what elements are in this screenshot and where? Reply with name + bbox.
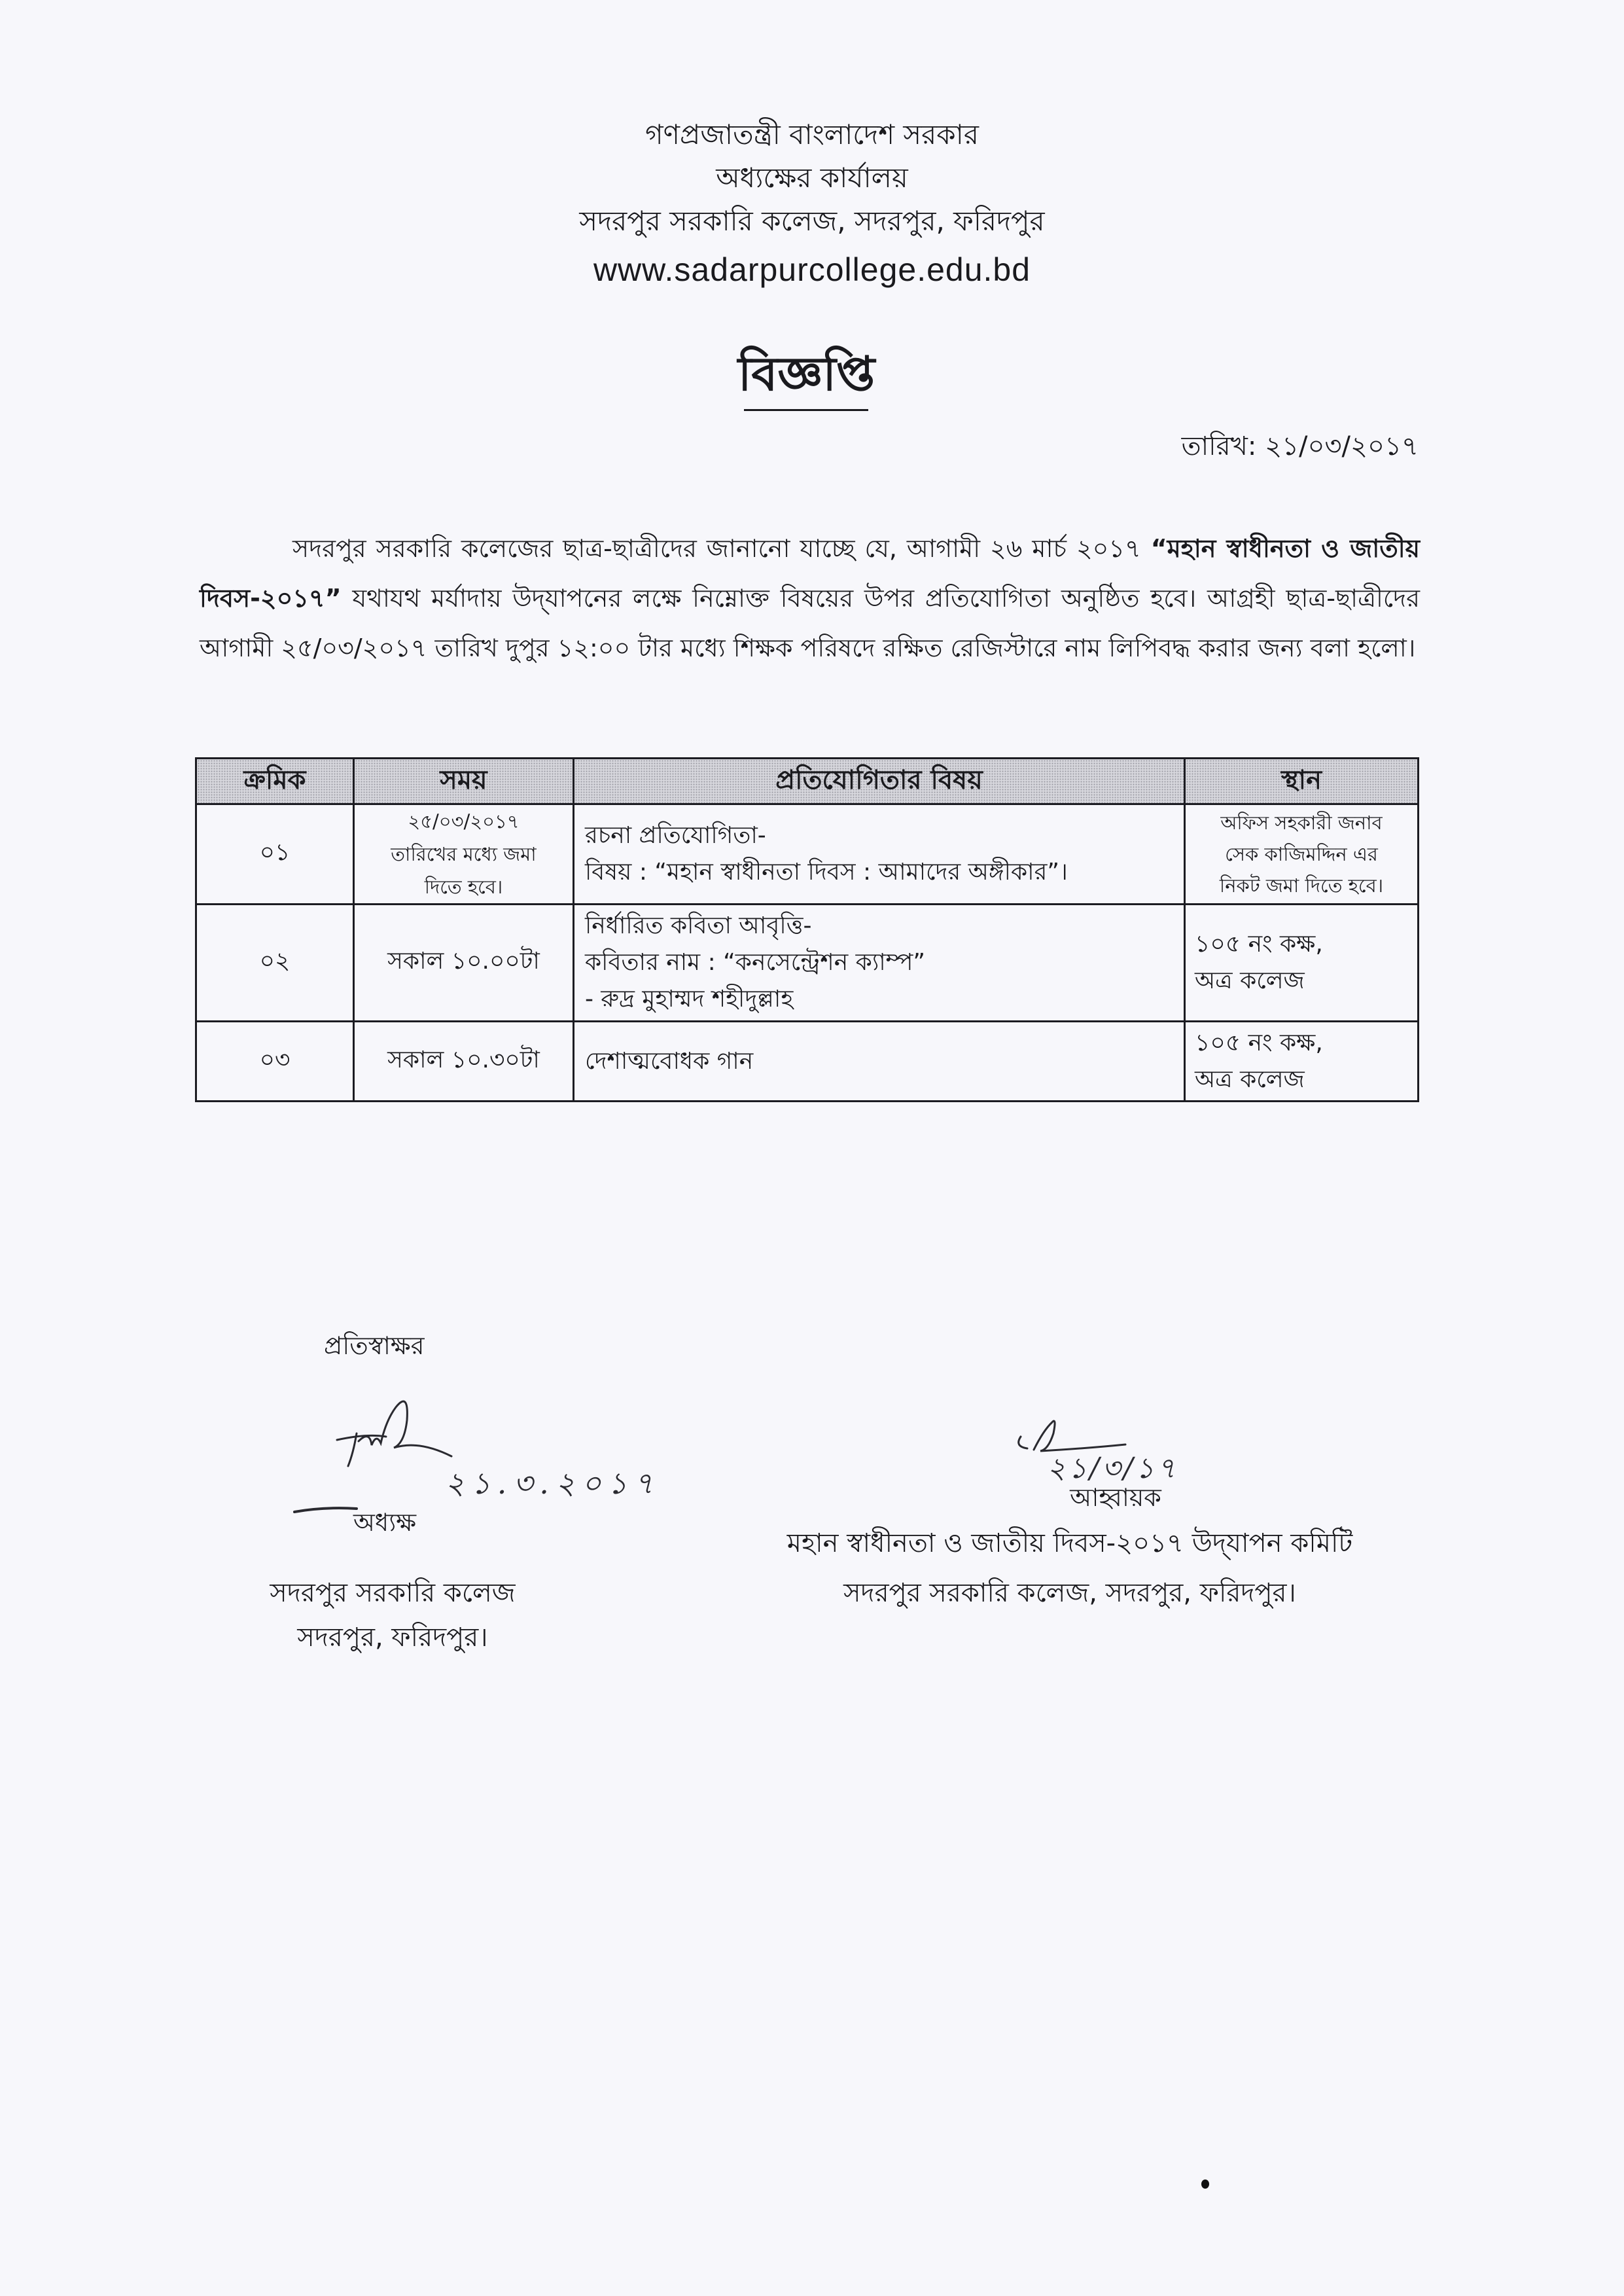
cell-topic-line: রচনা প্রতিযোগিতা- [585,822,766,849]
signature-stroke [337,1401,451,1466]
principal-handwritten-date: ২১.৩.২০১৭ [445,1465,660,1501]
cell-venue [1185,905,1419,1022]
cell-time [354,905,574,1022]
body-event-name: “মহান স্বাধীনতা ও জাতীয় দিবস-২০১৭” [200,534,1420,613]
notice-title: বিজ্ঞপ্তি [737,346,875,401]
cell-venue [1185,804,1419,905]
cell-venue-line: নিকট জমা দিতে হবে। [1219,874,1384,897]
cell-time-line: সকাল ১০.০০টা [387,948,540,975]
table-row [196,905,1419,1022]
title-underline [744,409,868,411]
body-text-part2: যথাযথ মর্যাদায় উদ্‌যাপনের লক্ষে নিম্নোক্ত বিষয়ের উপর প্রতিযোগিতা অনুষ্ঠিত হবে। আগ্রহী ছাত্র-ছাত্রীদের আগামী ২৫/০৩/২০১৭ তারিখ দুপুর ১২:০০ টার মধ্যে শিক্ষক পরিষদে রক্ষিত রেজিস্টারে নাম লিপিবদ্ধ করার জন্য বলা হলো। [200,584,1420,662]
cell-time-line: সকাল ১০.৩০টা [387,1046,540,1073]
cell-topic-line: বিষয় : “মহান স্বাধীনতা দিবস : আমাদের অঙ্গীকার”। [585,859,1068,886]
notice-date: তারিখ: ২১/০৩/২০১৭ [1181,431,1419,461]
header-institution: সদরপুর সরকারি কলেজ, সদরপুর, ফরিদপুর [579,205,1045,237]
header-government: গণপ্রজাতন্ত্রী বাংলাদেশ সরকার [645,118,979,151]
cell-time-line: ২৫/০৩/২০১৭ [408,810,520,833]
cell-topic [574,804,1185,905]
cell-topic-line: কবিতার নাম : “কনসেন্ট্রেশন ক্যাম্প” [585,949,926,976]
convener-handwritten-date: ২১/৩/১৭ [1047,1452,1178,1485]
cell-venue-line: অত্র কলেজ [1195,967,1305,994]
cell-venue-line: ১০৫ নং কক্ষ, [1195,931,1323,958]
convener-org-line1: মহান স্বাধীনতা ও জাতীয় দিবস-২০১৭ উদ্‌যাপন কমিটি [786,1528,1353,1558]
header-office: অধ্যক্ষের কার্যালয় [716,162,908,194]
col-header-topic: প্রতিযোগিতার বিষয় [574,759,1185,804]
body-text-part1: সদরপুর সরকারি কলেজের ছাত্র-ছাত্রীদের জানানো যাচ্ছে যে, আগামী ২৬ মার্চ ২০১৭ [292,534,1151,563]
scan-speck [1201,2179,1209,2189]
cell-venue-line: সেক কাজিমদ্দিন এর [1225,843,1378,865]
cell-venue-line: ১০৫ নং কক্ষ, [1195,1029,1323,1056]
cell-time-line: দিতে হবে। [424,876,503,898]
cell-topic [574,1022,1185,1102]
col-header-serial: ক্রমিক [196,759,354,804]
convener-designation: আহ্বায়ক [1070,1483,1161,1512]
col-header-time: সময় [354,759,574,804]
cell-venue-line: অফিস সহকারী জনাব [1220,812,1383,834]
header-website[interactable]: www.sadarpurcollege.edu.bd [593,251,1031,288]
cell-venue [1185,1022,1419,1102]
col-header-venue: স্থান [1185,759,1419,804]
cell-serial: ০১ [196,804,354,905]
principal-org-line2: সদরপুর, ফরিদপুর। [297,1623,488,1653]
table-header-row [196,759,1419,804]
table-row [196,804,1419,905]
cell-topic [574,905,1185,1022]
cell-topic-line: দেশাত্মবোধক গান [585,1047,754,1075]
notice-body [200,524,1420,673]
principal-designation: অধ্যক্ষ [353,1508,417,1537]
cell-topic-line: - রুদ্র মুহাম্মদ শহীদুল্লাহ [585,986,794,1013]
cell-topic-line: নির্ধারিত কবিতা আবৃত্তি- [585,912,812,939]
countersign-label: প্রতিস্বাক্ষর [324,1331,425,1360]
principal-org-line1: সদরপুর সরকারি কলেজ [270,1578,516,1608]
cell-time [354,1022,574,1102]
table-row [196,1022,1419,1102]
competition-table [195,757,1419,1102]
cell-time [354,804,574,905]
signature-dash [294,1508,357,1512]
cell-serial: ০২ [196,905,354,1022]
convener-org-line2: সদরপুর সরকারি কলেজ, সদরপুর, ফরিদপুর। [843,1578,1296,1608]
cell-serial: ০৩ [196,1022,354,1102]
cell-venue-line: অত্র কলেজ [1195,1066,1305,1093]
cell-time-line: তারিখের মধ্যে জমা [391,843,537,865]
